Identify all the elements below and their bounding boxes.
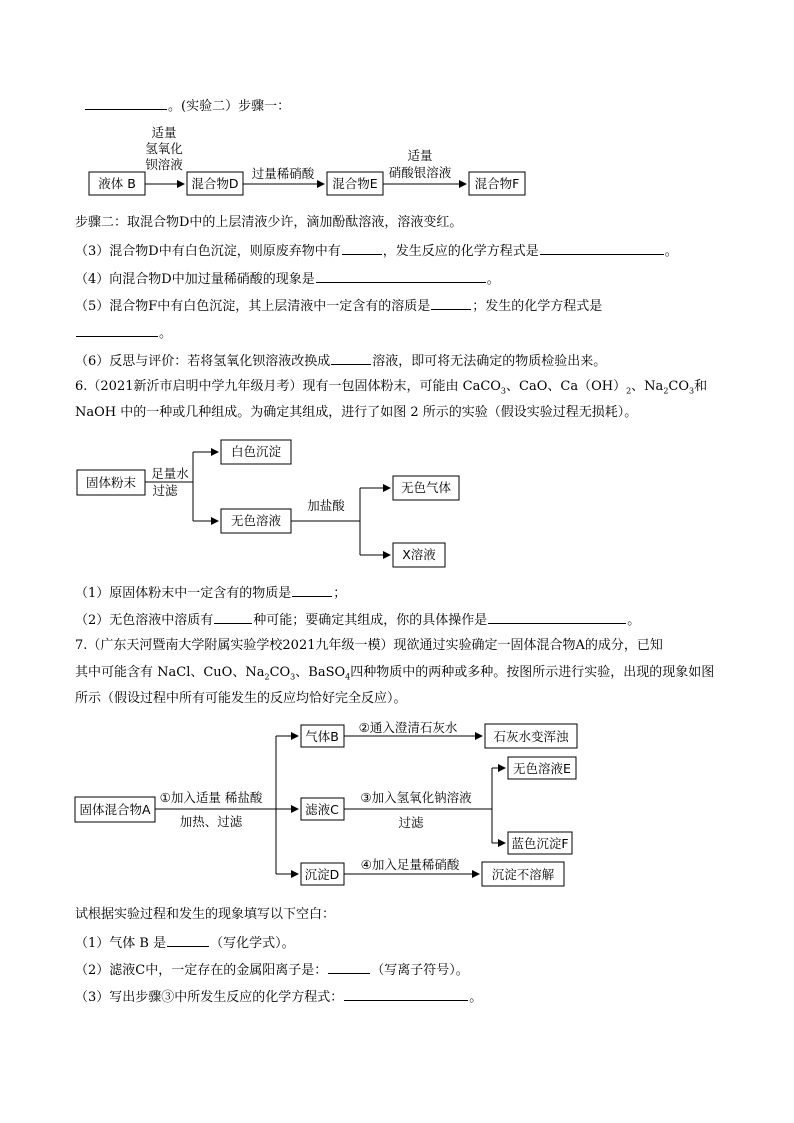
box-colorless-gas-text: 无色气体 [400,480,452,495]
box-white-precipitate-text: 白色沉淀 [230,444,282,459]
problem-6-line1: 6.（2021新沂市启明中学九年级月考）现有一包固体粉末，可能由 CaCO$_3$、CaO、$Ca(OH)_2$、$Na_2CO_3$和 [75,379,708,396]
answer-blank[interactable] [431,297,471,310]
flow1-label1-0: 适量 [151,125,177,140]
flow3-label2: ②通入澄清石灰水 [358,720,458,735]
box-solid-powder-text: 固体粉末 [85,475,137,490]
answer-blank[interactable] [167,934,209,947]
question-4: （4）向混合物D中加过量稀硝酸的现象是 。 [75,272,500,287]
flow2-label-filter: 过滤 [152,483,178,498]
problem-7-line1: 7.（广东天河暨南大学附属实验学校2021九年级一模）现欲通过实验确定一固体混合物A的成分，已知 [75,638,663,653]
box-colorless-solution-e-text: 无色溶液E [513,761,571,776]
flow1-label1-2: 钡溶液 [145,157,183,172]
flow2-label-water: 足量水 [151,466,189,481]
problem-7-line3: 所示（假设过程中所有可能发生的反应均恰好完全反应）。 [75,691,407,706]
flow3-label3b: 过滤 [398,815,424,830]
box-mixture-e-text: 混合物E [332,176,378,191]
box-blue-precipitate-f-text: 蓝色沉淀F [511,836,569,851]
flow3-label1b: 加热、过滤 [179,814,243,829]
box-colorless-solution-text: 无色溶液 [230,513,282,528]
p6-question-1: （1）原固体粉末中一定含有的物质是 ； [75,586,347,601]
flow3-label4: ④加入足量稀硝酸 [360,857,460,872]
answer-blank[interactable] [328,961,370,974]
answer-blank[interactable] [214,611,252,624]
box-mixture-d-text: 混合物D [191,176,239,191]
answer-blank[interactable] [344,988,468,1001]
box-precipitate-d-text: 沉淀D [304,867,340,882]
question-6: （6）反思与评价：若将氢氧化钡溶液改换成 溶液，即可将无法确定的物质检验出来。 [75,354,607,369]
answer-blank[interactable] [292,584,332,597]
p7-intro: 试根据实验过程和发生的现象填写以下空白： [75,907,336,922]
exp2-line: 。(实验二）步骤一： [84,97,290,115]
flow3-label1a: ①加入适量 稀盐酸 [159,790,263,805]
box-not-dissolved-text: 沉淀不溶解 [491,867,555,882]
flow1-label3-0: 适量 [407,148,433,163]
flow1-label1-1: 氢氧化 [145,141,183,156]
question-3: （3）混合物D中有白色沉淀，则原废弃物中有 ，发生反应的化学方程式是 。 [75,244,678,259]
question-5-cont: 。 [75,324,172,342]
flow1-label3-1: 硝酸银溶液 [388,165,452,180]
flow3-label3a: ③加入氢氧化钠溶液 [360,790,472,805]
box-filtrate-c-text: 滤液C [305,802,339,817]
box-solid-mixture-a-text: 固体混合物A [79,802,151,817]
answer-blank[interactable] [331,352,371,365]
answer-blank[interactable] [76,324,158,337]
box-limewater-turbid-text: 石灰水变浑浊 [493,729,569,744]
box-x-solution-text: X溶液 [402,547,436,562]
box-mixture-f-text: 混合物F [474,176,520,191]
question-5: （5）混合物F中有白色沉淀，其上层清液中一定含有的溶质是 ；发生的化学方程式是 [75,299,603,314]
p6-question-2: （2）无色溶液中溶质有 种可能；要确定其组成，你的具体操作是 。 [75,613,641,628]
answer-blank[interactable] [342,242,382,255]
box-gas-b-text: 气体B [305,729,339,744]
p7-question-1: （1）气体 B 是 （写化学式）。 [75,936,295,951]
p7-question-2: （2）滤液C中，一定存在的金属阳离子是： （写离子符号）。 [75,963,469,978]
p7-question-3: （3）写出步骤③中所发生反应的化学方程式： 。 [75,990,483,1005]
step2-text: 步骤二：取混合物D中的上层清液少许，滴加酚酞溶液，溶液变红。 [75,215,463,230]
flow1-label2: 过量稀硝酸 [251,166,315,181]
answer-blank[interactable] [316,270,486,283]
answer-blank[interactable] [488,611,626,624]
problem-6-line2: NaOH 中的一种或几种组成。为确定其组成，进行了如图 2 所示的实验（假设实验过程无损耗）。 [75,405,638,420]
problem-7-line2: 其中可能含有 NaCl、CuO、$Na_2CO_3$、BaSO$_4$四种物质中的两种或多种。按图所示进行实验，出现的现象如图 [75,665,715,682]
answer-blank[interactable] [540,242,664,255]
box-liquid-b-text: 液体 B [98,176,136,191]
flow2-label-hcl: 加盐酸 [307,498,345,513]
